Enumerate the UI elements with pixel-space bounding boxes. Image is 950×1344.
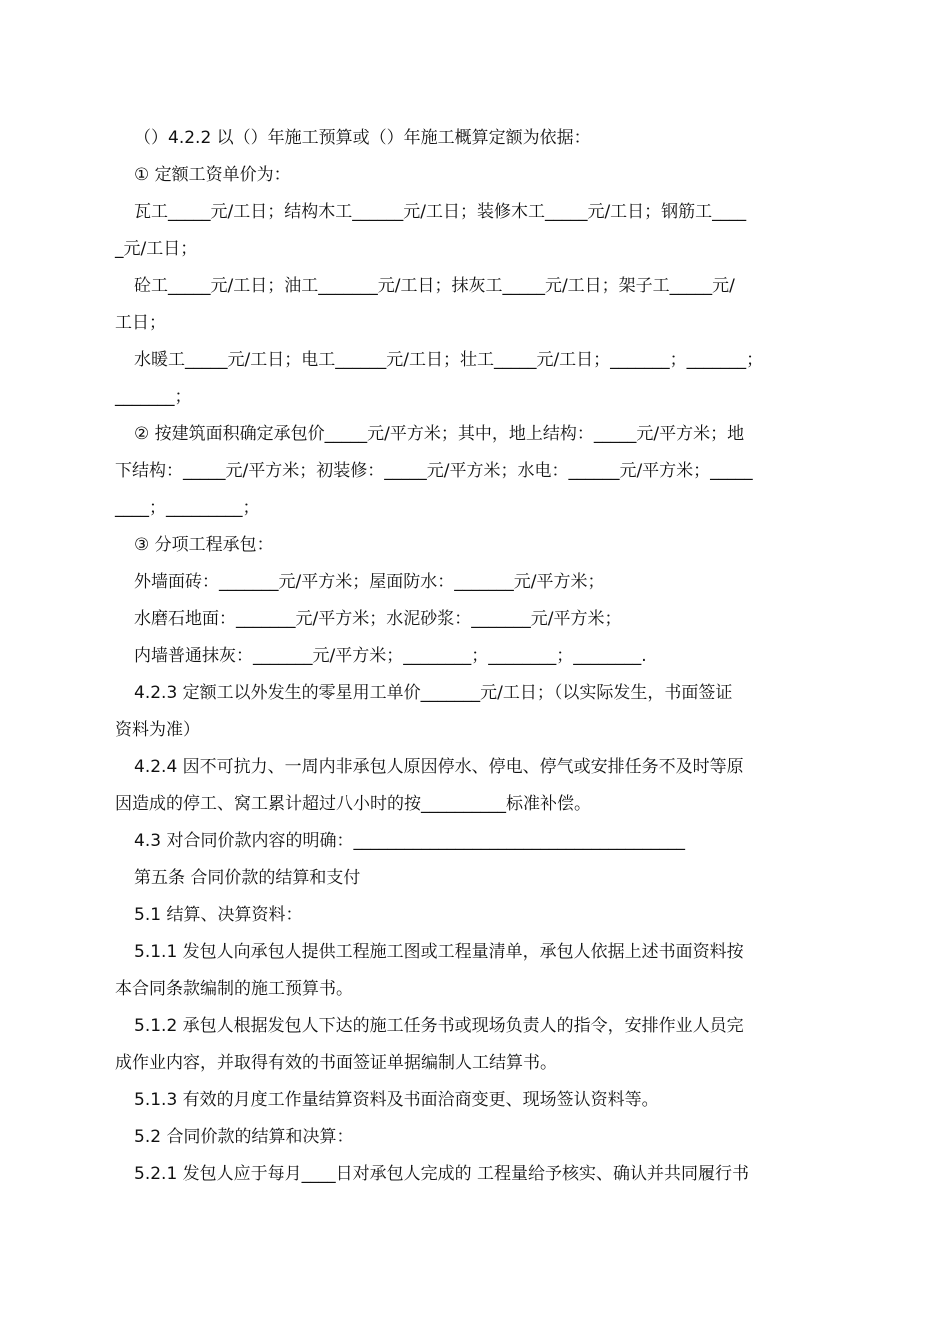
wage-rate-line-2: 砼工_____元/工日；油工_______元/工日；抹灰工_____元/工日；架子工_____元/ (134, 276, 735, 296)
clause-5-1-2: 5.1.2 承包人根据发包人下达的施工任务书或现场负责人的指令，安排作业人员完 (134, 1016, 744, 1036)
article-5-title: 第五条 合同价款的结算和支付 (134, 868, 361, 888)
clause-5-2-1: 5.2.1 发包人应于每月____日对承包人完成的 工程量给予核实、确认并共同履行书 (134, 1164, 750, 1184)
document-body (115, 120, 837, 1193)
clause-5-1-2-cont: 成作业内容，并取得有效的书面签证单据编制人工结算书。 (115, 1053, 557, 1073)
area-price-line-3: ____；_________； (115, 498, 260, 518)
wage-rate-line-3: 水暖工_____元/工日；电工______元/工日；壮工_____元/工日；_______；_______； (134, 350, 764, 370)
wage-rate-line-2-cont: 工日； (115, 313, 166, 333)
wage-rate-line-1: 瓦工_____元/工日；结构木工______元/工日；装修木工_____元/工日；钢筋工____ (134, 202, 747, 222)
clause-4-2-3: 4.2.3 定额工以外发生的零星用工单价_______元/工日；（以实际发生，书面签证 (134, 683, 733, 703)
clause-5-1-3: 5.1.3 有效的月度工作量结算资料及书面洽商变更、现场签认资料等。 (134, 1090, 659, 1110)
wage-rate-line-3-cont: _______； (115, 387, 192, 407)
wage-rate-heading: ① 定额工资单价为： (134, 165, 291, 185)
clause-4-2-4: 4.2.4 因不可抗力、一周内非承包人原因停水、停电、停气或安排任务不及时等原 (134, 757, 744, 777)
sub-item-line-3: 内墙普通抹灰：_______元/平方米；________；________；________. (134, 646, 647, 666)
sub-item-heading: ③ 分项工程承包： (134, 535, 274, 555)
clause-5-1-1-cont: 本合同条款编制的施工预算书。 (115, 979, 353, 999)
clause-5-1-1: 5.1.1 发包人向承包人提供工程施工图或工程量清单，承包人依据上述书面资料按 (134, 942, 744, 962)
clause-5-1: 5.1 结算、决算资料： (134, 905, 303, 925)
area-price-line-1: ② 按建筑面积确定承包价_____元/平方米；其中，地上结构：_____元/平方米；地 (134, 424, 745, 444)
clause-4-2-3-cont: 资料为准） (115, 720, 200, 740)
clause-4-2-4-cont: 因造成的停工、窝工累计超过八小时的按__________标准补偿。 (115, 794, 591, 814)
clause-4-3: 4.3 对合同价款内容的明确：_______________________________________ (134, 831, 685, 851)
sub-item-line-1: 外墙面砖：_______元/平方米；屋面防水：_______元/平方米； (134, 572, 605, 592)
sub-item-line-2: 水磨石地面：_______元/平方米；水泥砂浆：_______元/平方米； (134, 609, 622, 629)
wage-rate-line-1-cont: _元/工日； (115, 239, 198, 259)
area-price-line-2: 下结构：_____元/平方米；初装修：_____元/平方米；水电：______元/平方米；_____ (115, 461, 753, 481)
clause-5-2: 5.2 合同价款的结算和决算： (134, 1127, 354, 1147)
clause-4-2-2: （）4.2.2 以（）年施工预算或（）年施工概算定额为依据： (134, 128, 591, 148)
